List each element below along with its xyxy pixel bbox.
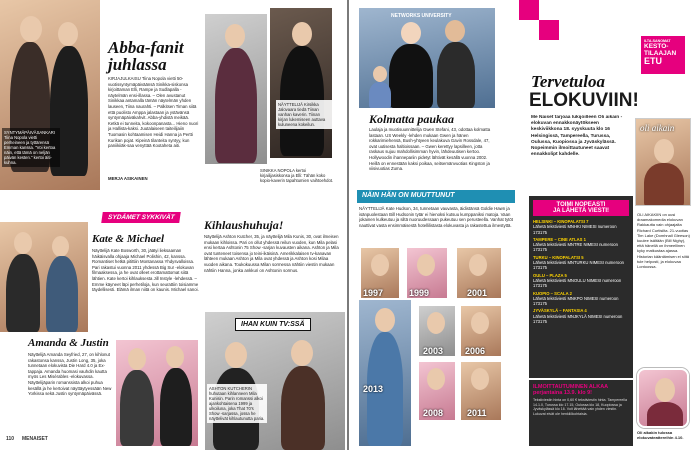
amanda-title: Amanda & Justin (28, 337, 109, 349)
poster-description: OLI AIKAKIIN on uusi draamakomedia elokuvan Rakkautta vain ohjaajalta Richard Curtisilta. 21-vuotias Tim Lake (Domhnall Gleeson) kuulee isältään (Bill Nighy), että hänellä on ihmeellinen kyky matkustaa ajassa. Historian kääntämisen ei siitä tule helposti, ja elokuvaa Lontoossa. (637, 212, 690, 270)
photo-kirsikka (205, 14, 267, 164)
brand-line: TILAAJAN (644, 50, 677, 57)
photo-caption: SINIKKA NOPOLA kertoi kirjailijasiskonsa ja Elli: Tähän koko kopio-kaverin tapahtumien vaihtoehdot. (258, 166, 338, 185)
year-label: 1997 (363, 288, 384, 298)
left-page (0, 0, 347, 450)
cinema-instructions: Lähetä tekstiviesti MNOULU NIMESI numeroon 173175 (533, 277, 622, 289)
kihlaus-body: Näyttelijä Ashton Kutcher, 35, ja näyttelijä Mila Kunis, 30, ovat ilmeisen mukaan kihloissa. Pari on ollut yhdessä reilun vuoden, kun Mila pelasi ensi kertaa Ashtonin 75 Show -sarjan kuvausten aikana. Ashton ja Mila ovat tunteneet toisensa jo teini-ikäisinä. Amerikkalaisen tv-kanavan lähteen mukaan Ashton ja Mila ovat yhdessä ja Ashton kosi Milaa vuoden aikana. Toukokuussa Milan sormessa nähtiin viestin mukaan nähtiin Hanna, jonka ankkuri on Ashtonin sormus. (204, 234, 339, 273)
year-label: 2011 (467, 408, 487, 418)
cinema-item (533, 273, 629, 289)
cta-line: TOIMI NOPEASTI (556, 202, 606, 208)
kolmatta-body: Laulaja ja muotisuunnittelija Gwen Stefani, 43, odottaa kolmatta lastaan. US Weekly -lehden mukaan Gwen ja hänen rokkarimiehensä, Bush-yhtyeen keulakuva Gavin Rossdale, 47, ovat uutisesta haltioissaan. – Gwen kerettyy lapsilleen, jotta raskaus sujuu mahdollisimman hyvin, lähdeuutisen kertoo. Hollywoodin ihannepariin pidetyt lähtivät kesällä vuonna 2002. Heillä on ennestään kaksi poikaa, seitsemänvuotias Kingston ja viisivuotias Zuma. (369, 127, 491, 172)
ad-title-1: Tervetuloa (531, 72, 605, 91)
cinema-city: HELSINKI – KINOPALATSI 7 (533, 219, 589, 224)
deadline-box (529, 380, 633, 446)
ad-corner-block (519, 0, 539, 20)
poster-title: oli aikain (640, 123, 675, 133)
brand-line: KESTO- (644, 43, 669, 50)
photo-ashton-mila (205, 312, 345, 450)
abba-body: KIRJAJULKAISU Tiina Nopola vietti 50-vuotissyntymäpäiväänsä Sinikka-siskonsa kirjoittaman Elli, Rampe ja Sudlapalla -näytelmän ensi-illassa. – Olen avustanut Sinikkaa antamalla tämän näytelmän yhden lauseen, Tiina naurahti. – Palkitsen Timan siitä että puolisto Amppa jalastaan ja ystävänsä syntymäpäiväkahvit. Abba-yhdistä meikää. Ketkä ei tunneita, kokoonpanasta... Hieno nuori ja Hallista-kaksi. Juutalaiseen taiteilijaiin Tuomasin kohtaamisen Heidi Hanna ja Pertti Kurikan pojat. Kipeinä tilanteita syntyy, kun paniikiiäk-saa venyttää Kootaheta aiti. (108, 76, 199, 149)
ad-brand-badge (641, 36, 685, 74)
ad-corner-block (539, 20, 559, 40)
cinema-city: OULU – PLAZA 5 (533, 272, 567, 278)
cinema-city: JYVÄSKYLÄ – FANTASIA 4 (533, 308, 587, 314)
abba-byline: MERJA ASIKAINEN (108, 176, 148, 181)
amanda-body: Näyttelijä Amanda Seyfried, 27, on kihlonut rakastonsa kanssa, Justin Long, 35, joka tunnetaan elokuvista Die Hard 4.0 ja Ex-tappaja. Amanda huomasi vauhdin kautta myös Les Misérables -elokuvassa. Näyttelijäparin romanssista alkoi puhua kesällä ja he kertoivat näyttäytyessään New Yorkissa sekä Justin syntymäpäivässä. (28, 352, 112, 397)
cinema-instructions: Lähetä tekstiviesti MNKPO NIMESI numeroon 173175 (533, 295, 619, 307)
cta-line: JA LÄHETÄ VIESTI! (552, 208, 610, 214)
photo-kate-michael (0, 222, 88, 332)
photo-tiina-family (0, 0, 100, 190)
year-label: 2001 (467, 288, 488, 298)
ad-intro: Me Naiset tarjoaa lukijoilleen Oli aikain -elokuvan ennakkonäytökseen keskiviikkona 18. syyskuuta klo 16 Helsingissä, Tampereella, Turussa, Oulussa, Kuopiossa ja Jyväskylässä. Nopeimmin ilmoittautuneet saavat ennakkolipt kahdelle. (531, 115, 623, 158)
right-page (349, 0, 696, 450)
year-label: 2006 (465, 346, 486, 356)
abba-title-2: juhlassa (108, 55, 167, 74)
hudson-body: NÄYTTELIJÄ Kate Hudson, 34, tunnetaan vauvasta, äidistänsä Goldie Hawn ja isänpuolestaan Bill Hudsonin tytär ei hienoksi kutsuu kumppaniksi matoja. Vaan jokainen kulkeutuu ja siltä nuoruudessaan pukeutuu sen perusteella. Vanhat tytöt nauttivat vasta ensimmäisestä hotellilistasta elokuvasta ja rakastettua ilmestyttä. (359, 206, 513, 228)
abba-title-1: Abba-fanit (108, 38, 184, 57)
kate-body: Näyttelijä Kate Bosworth, 30, jäätyi lieksaaman häikäisvalla ohjaaja Michael Polishin, 42, kanssa. Romantiset hetkä pitittiin Montanassa Yhdysvalloissa. Pari rakastui vuonna 2011 yhdessä Big Sur -elokuvan filmaaksessa, ja he ovat olleet erottamattomat siitä lähtien. Kate kertoi kihlauksesta Jill Instyle -lehdessä. – Emme käyneet läpi perhetiloja, kun seurattiin toisiamme täydellisesti. Elämä ilman niitä on kaunis. Michael sanoi. (92, 248, 199, 293)
photo-sinikka (270, 8, 332, 158)
cinema-instructions: Lähetä tekstiviesti MNTURKU NIMESI numeroon 173175 (533, 260, 624, 271)
cinema-instructions: Lähetä tekstiviesti MNHKI NIMESI numeroon 173175 (533, 224, 617, 235)
photo-banner: NETWORKS UNIVERSITY (391, 13, 452, 19)
cinema-instructions: Lähetä tekstiviesti MNTRE NIMESI numeroon 173175 (533, 242, 618, 253)
year-label: 2008 (423, 408, 444, 418)
year-label: 1999 (409, 288, 430, 298)
movie-poster (635, 118, 691, 206)
magazine-name: MENAISET (22, 436, 48, 442)
hudson-photo-2013 (359, 300, 411, 446)
ad-cta-box (529, 196, 633, 378)
year-label: 2013 (363, 384, 384, 394)
photo-gwen-family (359, 8, 495, 108)
section-tag: IHAN KUIN TV:SSÄ (235, 318, 311, 331)
photo-caption: SYNTYMÄPÄIVÄSANKARI Tiina Nopola vietti perheineen ja tyttärensä Emman kanssa. "Voi kertoa näin, että tämä on neljän päivän kesten." kertoi äiti-kuhna. (2, 128, 60, 167)
premiere-note: Oli aikakin tulossa elokuvateattereihin 4.10. (637, 430, 684, 440)
cinema-item (533, 308, 629, 324)
year-label: 2003 (423, 346, 444, 356)
brand-line: ILTA-SANOMAT (644, 39, 671, 43)
photo-caption: NÄYTTELIJÄ Kirsikka Jalovaara tiedä Tiinan vanhan kaverin. Tiinan kirjan lukemiseen auttava kuluneena kokeilun. (276, 100, 332, 129)
cinema-item (533, 255, 629, 271)
cinema-city: TAMPERE – CINE ATLAS 1 (533, 236, 586, 242)
deadline-line: perjantaina 13.9. klo 9! (533, 390, 592, 396)
ad-title-2: ELOKUVIIN! (529, 90, 639, 111)
photo-amanda-justin (116, 340, 198, 446)
cinema-item (533, 219, 629, 235)
cinema-city: KUOPIO – SCALA 2 (533, 290, 572, 296)
hudson-header-bar (357, 190, 515, 203)
ad-panel (519, 0, 696, 450)
brand-line: ETU (644, 56, 662, 66)
kihlaus-title: Kihlaushuhuja! (204, 218, 284, 232)
cinema-item (533, 291, 629, 307)
kolmatta-title: Kolmatta paukaa (369, 112, 455, 126)
page-number: 110 (6, 436, 15, 442)
actor-portrait (637, 368, 689, 428)
hudson-header: NÄIN HÄN ON MUUTTUNUT (362, 192, 455, 199)
deadline-line: ILMOITTAUTUMINEN ALKAA (533, 384, 609, 390)
cinema-list (533, 219, 629, 324)
kate-title: Kate & Michael (92, 233, 165, 245)
fineprint: Tekstiviestin hinta on 0,60 € tekstiviestin hinta. Tampereella 14.1.0, Turussa klo 17.15, Oulussa klo 18, Kuopiossa ja Jyväskylässä klo 16. Voit lähettää vain yhden viestin. Lukuvat eivät ole henkilökohtaisia. (533, 398, 628, 416)
photo-caption: ASHTON KUTCHERIN huhutaan kihlanneen Mila Kunisin. Parin romanssi alkoi ajankohtaisena 1999 ja ulkoiluna, joka That 70's Show -sarjassa, jossa he näyttelivät kihlautunutta paria. (207, 384, 267, 423)
cinema-instructions: Lähetä tekstiviesti MNJKYLÄ NIMESI numeroon 173175 (533, 313, 623, 325)
cinema-city: TURKU – KINOPALATSI 5 (533, 254, 584, 260)
ad-cta-header (533, 200, 629, 216)
cinema-item (533, 237, 629, 253)
section-tag: SYDÄMET SYKKIVÄT (101, 212, 181, 223)
